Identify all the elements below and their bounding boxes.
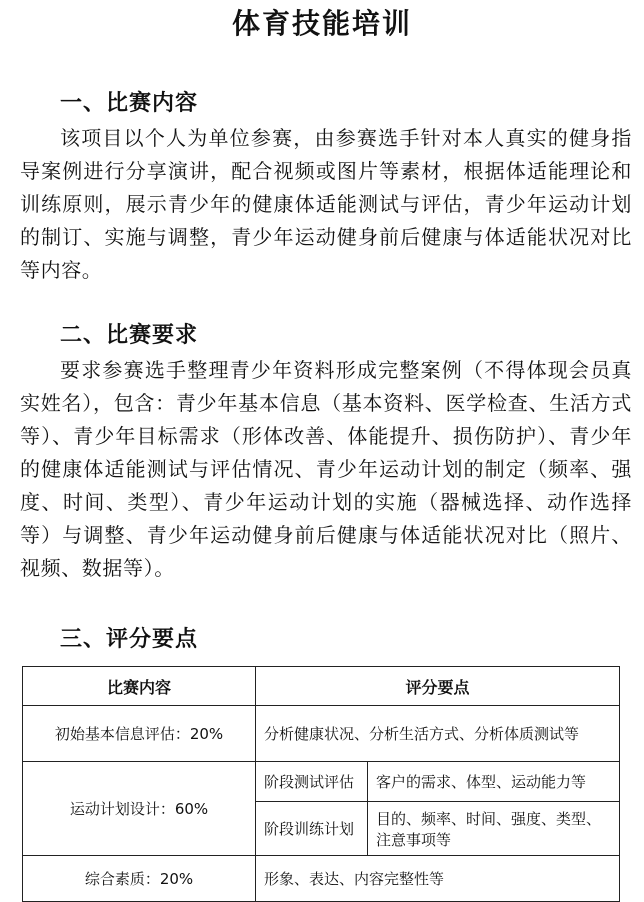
section-heading-scoring: 三、评分要点 [60,627,199,652]
section-heading-requirements: 二、比赛要求 [60,323,199,348]
table-header-row [23,667,620,706]
table-header-cell: 评分要点 [256,667,620,706]
table-cell: 运动计划设计：60% [23,762,256,856]
table-header-cell: 比赛内容 [23,667,256,706]
table-cell: 目的、频率、时间、强度、类型、注意事项等 [368,802,620,856]
page-title: 体育技能培训 [231,7,412,40]
table-cell: 客户的需求、体型、运动能力等 [368,762,620,802]
section-body-content: 该项目以个人为单位参赛，由参赛选手针对本人真实的健身指导案例进行分享演讲，配合视频或图片等素材，根据体适能理论和训练原则，展示青少年的健康体适能测试与评估，青少年运动计划的制订、实施与调整，青少年运动健身前后健康与体适能状况对比等内容。 [20,126,632,282]
table-cell: 阶段训练计划 [256,802,368,856]
table-row [23,762,620,802]
section-body-requirements: 要求参赛选手整理青少年资料形成完整案例（不得体现会员真实姓名），包含：青少年基本信息（基本资料、医学检查、生活方式等）、青少年目标需求（形体改善、体能提升、损伤防护）、青少年的健康体适能测试与评估情况、青少年运动计划的制定（频率、强度、时间、类型）、青少年运动计划的实施（器械选择、动作选择等）与调整、青少年运动健身前后健康与体适能状况对比（照片、视频、数据等）。 [20,358,632,580]
table-cell: 形象、表达、内容完整性等 [256,856,620,902]
scoring-table [22,666,620,902]
table-cell: 分析健康状况、分析生活方式、分析体质测试等 [256,706,620,762]
table-row [23,706,620,762]
table-cell: 初始基本信息评估：20% [23,706,256,762]
table-cell: 综合素质：20% [23,856,256,902]
section-heading-content: 一、比赛内容 [60,91,199,116]
table-cell: 阶段测试评估 [256,762,368,802]
table-row [23,856,620,902]
